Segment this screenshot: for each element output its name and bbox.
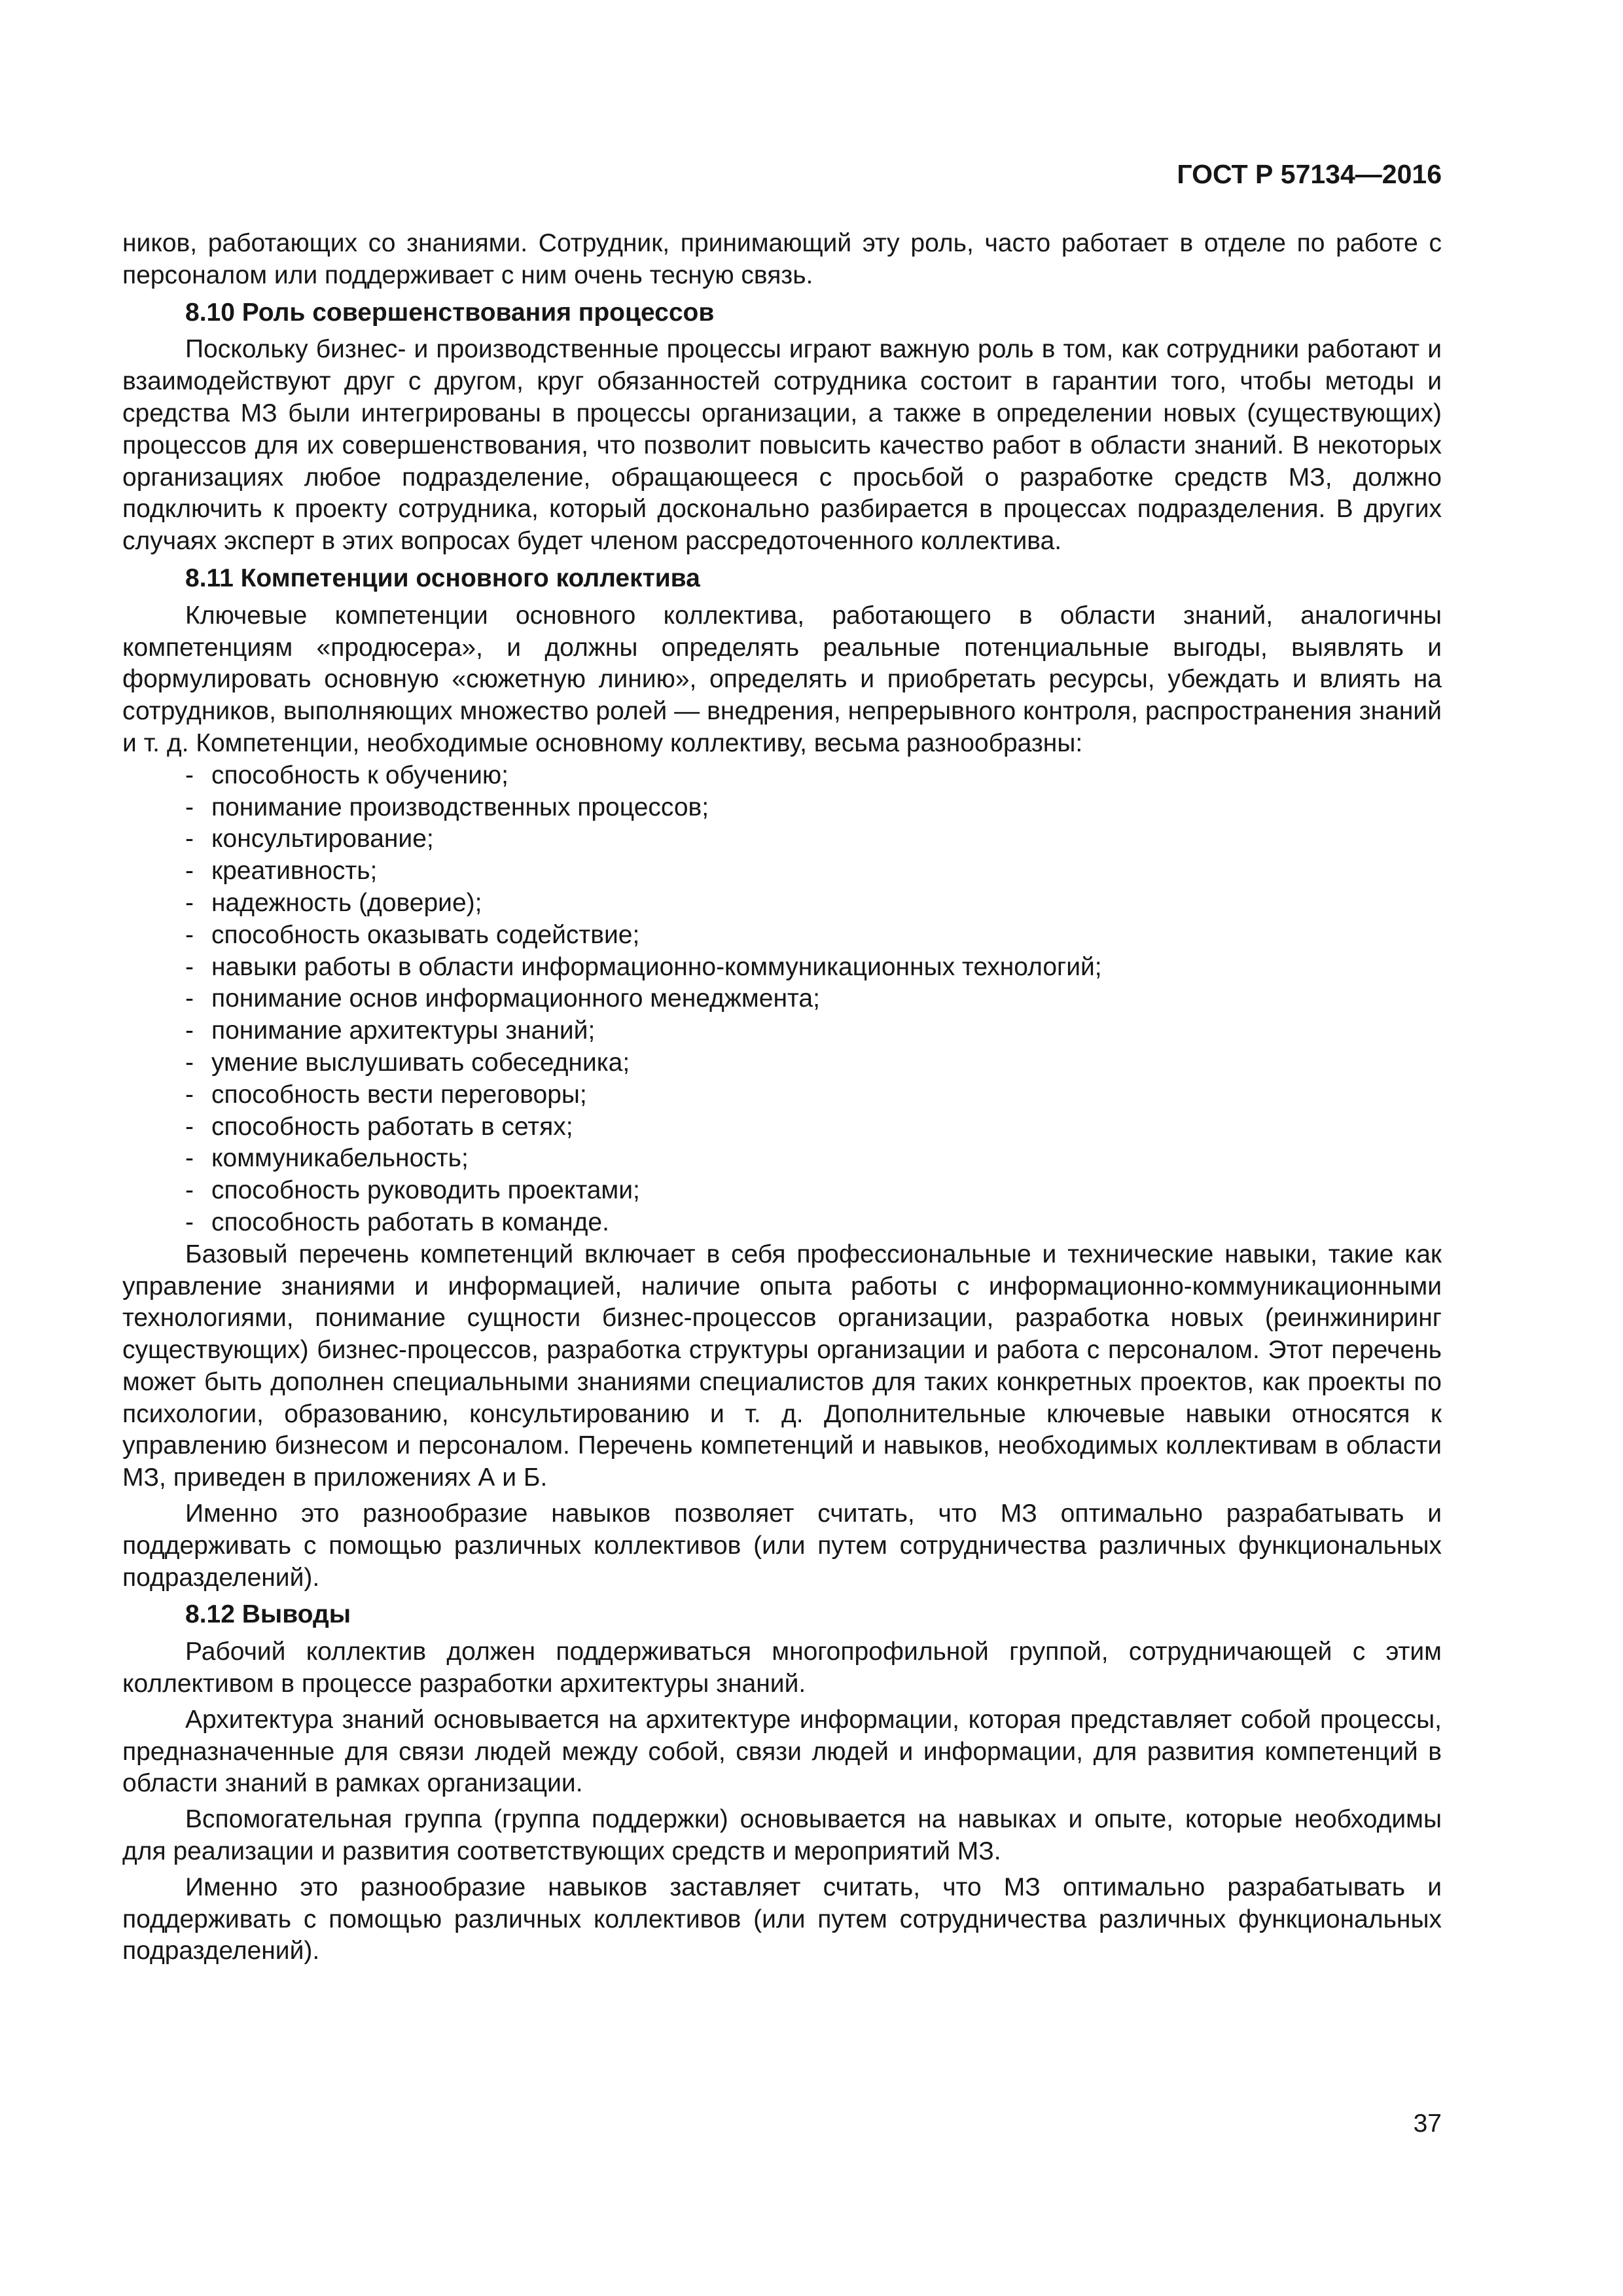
list-item-text: способность работать в сетях; — [211, 1112, 573, 1141]
section-heading-8-10: 8.10 Роль совершенствования процессов — [185, 298, 715, 327]
list-item — [185, 1047, 1442, 1079]
list-dash-marker: - — [185, 1016, 194, 1045]
continuation-paragraph: ников, работающих со знаниями. Сотрудник, принимающий эту роль, часто работает в отделе по работе с персоналом или поддерживает с ним очень тесную связь. — [122, 229, 1442, 289]
list-dash-marker: - — [185, 857, 194, 886]
list-item — [185, 823, 1442, 855]
section-8-11-diversity-paragraph: Именно это разнообразие навыков позволяет считать, что МЗ оптимально разрабатывать и поддерживать с помощью различных коллективов (или путем сотрудничества различных функциональных подразделений). — [122, 1499, 1442, 1592]
list-item-text: умение выслушивать собеседника; — [211, 1048, 630, 1077]
list-item-text: способность руководить проектами; — [211, 1176, 640, 1205]
list-dash-marker: - — [185, 888, 194, 917]
list-item — [185, 855, 1442, 888]
list-dash-marker: - — [185, 1080, 194, 1109]
section-heading-8-12: 8.12 Выводы — [185, 1600, 351, 1629]
list-dash-marker: - — [185, 1208, 194, 1236]
list-item-text: понимание основ информационного менеджмента; — [211, 984, 820, 1013]
list-item — [185, 1015, 1442, 1047]
section-heading-8-11: 8.11 Компетенции основного коллектива — [185, 564, 700, 592]
list-item — [185, 792, 1442, 824]
list-item-text: способность к обучению; — [211, 761, 509, 789]
list-item — [185, 1143, 1442, 1175]
list-item-text: навыки работы в области информационно-коммуникационных технологий; — [211, 952, 1102, 981]
section-8-12-paragraph: Архитектура знаний основывается на архитектуре информации, которая представляет собой процессы, предназначенные для связи людей между собой, связи людей и информации, для развития компетенций в области знаний в рамках организации. — [122, 1705, 1442, 1798]
list-item-text: способность вести переговоры; — [211, 1080, 587, 1109]
list-item — [185, 888, 1442, 920]
standard-designation: ГОСТ Р 57134—2016 — [1177, 159, 1442, 189]
list-item-text: надежность (доверие); — [211, 888, 482, 917]
list-dash-marker: - — [185, 920, 194, 949]
list-item — [185, 1079, 1442, 1111]
list-dash-marker: - — [185, 793, 194, 821]
section-8-11-basic-paragraph: Базовый перечень компетенций включает в себя профессиональные и технические навыки, такие как управление знаниями и информацией, наличие опыта работы с информационно-коммуникационными технологиями, понимание сущности бизнес-процессов организации, разработка новых (реинжиниринг существующих) бизнес-процессов, разработка структуры организации и работа с персоналом. Этот перечень может быть дополнен специальными знаниями специалистов для таких конкретных проектов, как проекты по психологии, образованию, консультированию и т. д. Дополнительные ключевые навыки относятся к управлению бизнесом и персоналом. Перечень компетенций и навыков, необходимых коллективам в области МЗ, приведен в приложениях А и Б. — [122, 1240, 1442, 1492]
list-item — [185, 1111, 1442, 1143]
section-8-12-paragraph: Рабочий коллектив должен поддерживаться многопрофильной группой, сотрудничающей с этим коллективом в процессе разработки архитектуры знаний. — [122, 1638, 1442, 1698]
list-item — [185, 920, 1442, 952]
list-item — [185, 760, 1442, 792]
list-dash-marker: - — [185, 984, 194, 1013]
list-item-text: понимание архитектуры знаний; — [211, 1016, 596, 1045]
competency-list — [122, 760, 1442, 1239]
list-item — [185, 1207, 1442, 1239]
list-item — [185, 1175, 1442, 1207]
document-page — [122, 157, 1442, 1967]
list-dash-marker: - — [185, 1048, 194, 1077]
list-dash-marker: - — [185, 1112, 194, 1141]
list-item — [185, 983, 1442, 1015]
list-item-text: понимание производственных процессов; — [211, 793, 709, 821]
list-item-text: коммуникабельность; — [211, 1144, 469, 1173]
list-item-text: способность работать в команде. — [211, 1208, 609, 1236]
list-dash-marker: - — [185, 761, 194, 789]
list-dash-marker: - — [185, 1176, 194, 1205]
list-dash-marker: - — [185, 952, 194, 981]
section-8-10-paragraph: Поскольку бизнес- и производственные процессы играют важную роль в том, как сотрудники работают и взаимодействуют друг с другом, круг обязанностей сотрудника состоит в гарантии того, чтобы методы и средства МЗ были интегрированы в процессы организации, а также в определении новых (существующих) процессов для их совершенствования, что позволит повысить качество работ в области знаний. В некоторых организациях любое подразделение, обращающееся с просьбой о разработке средств МЗ, должно подключить к проекту сотрудника, который досконально разбирается в процессах подразделения. В других случаях эксперт в этих вопросах будет членом рассредоточенного коллектива. — [122, 335, 1442, 556]
document-body — [122, 228, 1442, 1967]
list-item-text: консультирование; — [211, 825, 434, 853]
section-8-12-paragraph: Вспомогательная группа (группа поддержки) основывается на навыках и опыте, которые необходимы для реализации и развития соответствующих средств и мероприятий МЗ. — [122, 1805, 1442, 1866]
section-8-11-intro: Ключевые компетенции основного коллектива, работающего в области знаний, аналогичны компетенциям «продюсера», и должны определять реальные потенциальные выгоды, выявлять и формулировать основную «сюжетную линию», определять и приобретать ресурсы, убеждать и влиять на сотрудников, выполняющих множество ролей — внедрения, непрерывного контроля, распространения знаний и т. д. Компетенции, необходимые основному коллективу, весьма разнообразны: — [122, 601, 1442, 757]
section-8-12-paragraph: Именно это разнообразие навыков заставляет считать, что МЗ оптимально разрабатывать и поддерживать с помощью различных коллективов (или путем сотрудничества различных функциональных подразделений). — [122, 1873, 1442, 1965]
list-dash-marker: - — [185, 825, 194, 853]
list-item-text: креативность; — [211, 857, 378, 886]
list-dash-marker: - — [185, 1144, 194, 1173]
list-item-text: способность оказывать содействие; — [211, 920, 640, 949]
list-item — [185, 952, 1442, 984]
page-number: 37 — [1413, 2109, 1442, 2138]
